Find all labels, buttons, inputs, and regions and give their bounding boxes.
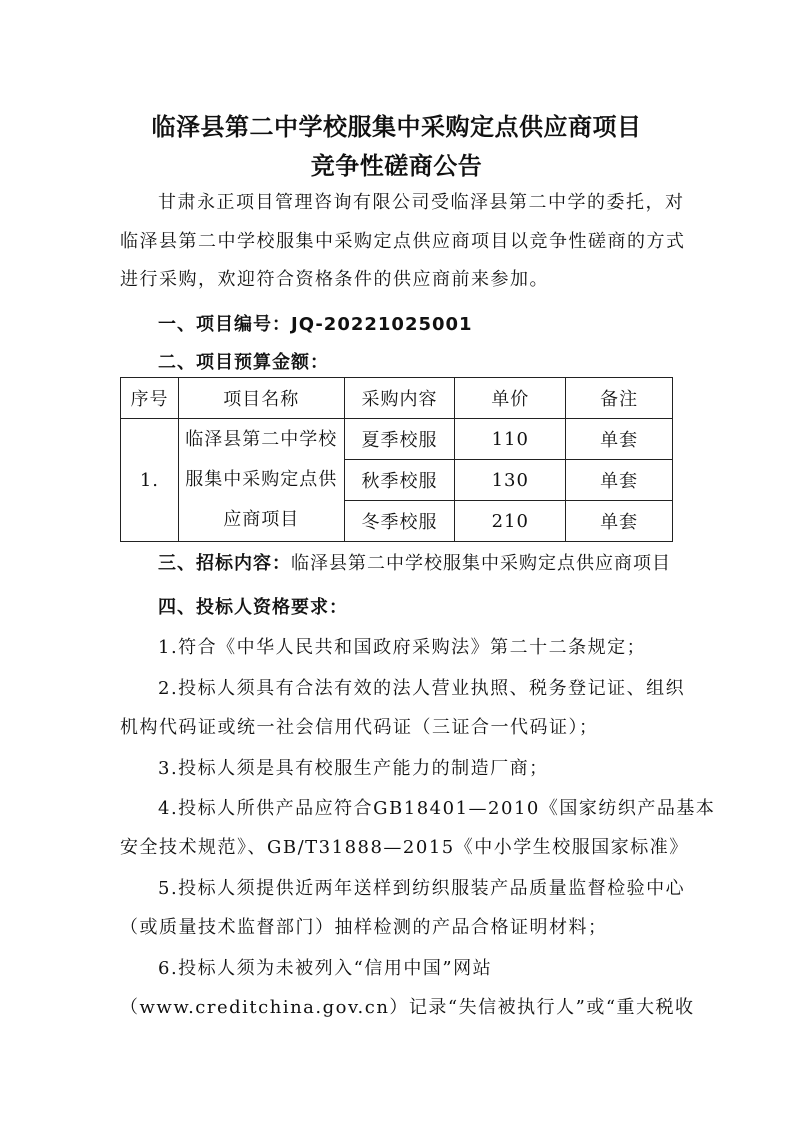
- row-note: 单套: [566, 419, 673, 460]
- requirement-line: 6.投标人须为未被列入“信用中国”网站: [158, 958, 493, 979]
- document-title-line1: 临泽县第二中学校服集中采购定点供应商项目: [151, 113, 642, 141]
- table-header-row: [121, 378, 673, 419]
- header-price: 单价: [455, 378, 566, 419]
- header-note: 备注: [566, 378, 673, 419]
- requirement-line: 1.符合《中华人民共和国政府采购法》第二十二条规定；: [158, 637, 647, 658]
- intro-line-1: 甘肃永正项目管理咨询有限公司受临泽县第二中学的委托，对: [158, 192, 685, 213]
- row-content: 夏季校服: [344, 419, 455, 460]
- requirement-line: 机构代码证或统一社会信用代码证（三证合一代码证）；: [120, 717, 599, 738]
- header-content: 采购内容: [344, 378, 455, 419]
- requirement-line: 安全技术规范》、GB/T31888—2015《中小学生校服国家标准》: [120, 837, 689, 858]
- row-price: 110: [455, 419, 566, 460]
- row-price: 210: [455, 501, 566, 542]
- requirement-line: 3.投标人须是具有校服生产能力的制造厂商；: [158, 758, 549, 779]
- requirement-line: （或质量技术监督部门）抽样检测的产品合格证明材料；: [120, 917, 608, 938]
- header-index: 序号: [121, 378, 179, 419]
- bid-content-label: 三、招标内容：: [158, 553, 291, 574]
- row-content: 冬季校服: [344, 501, 455, 542]
- header-project-name: 项目名称: [178, 378, 344, 419]
- budget-heading: 二、项目预算金额：: [158, 352, 329, 373]
- intro-line-3: 进行采购，欢迎符合资格条件的供应商前来参加。: [120, 269, 549, 290]
- row-content: 秋季校服: [344, 460, 455, 501]
- budget-table: [120, 377, 673, 542]
- qualification-heading: 四、投标人资格要求：: [158, 597, 348, 618]
- document-title-line2: 竞争性磋商公告: [310, 152, 483, 180]
- requirement-line: 2.投标人须具有合法有效的法人营业执照、税务登记证、组织: [158, 678, 686, 699]
- project-name-line: 应商项目: [223, 509, 300, 530]
- table-row: [121, 419, 673, 460]
- requirement-line: 5.投标人须提供近两年送样到纺织服装产品质量监督检验中心: [158, 878, 686, 899]
- project-name-line: 服集中采购定点供: [185, 469, 338, 490]
- row-note: 单套: [566, 501, 673, 542]
- row-project-name: [178, 419, 344, 542]
- row-note: 单套: [566, 460, 673, 501]
- requirement-line: （www.creditchina.gov.cn）记录“失信被执行人”或“重大税收: [120, 997, 695, 1018]
- requirement-line: 4.投标人所供产品应符合GB18401—2010《国家纺织产品基本: [158, 798, 716, 819]
- bid-content-text: 临泽县第二中学校服集中采购定点供应商项目: [291, 553, 671, 574]
- project-name-line: 临泽县第二中学校: [185, 429, 338, 450]
- project-number-heading: 一、项目编号：JQ-20221025001: [158, 314, 473, 335]
- bid-content-heading: [158, 551, 718, 577]
- row-index: 1.: [121, 419, 179, 542]
- intro-line-2: 临泽县第二中学校服集中采购定点供应商项目以竞争性磋商的方式: [120, 231, 686, 252]
- row-price: 130: [455, 460, 566, 501]
